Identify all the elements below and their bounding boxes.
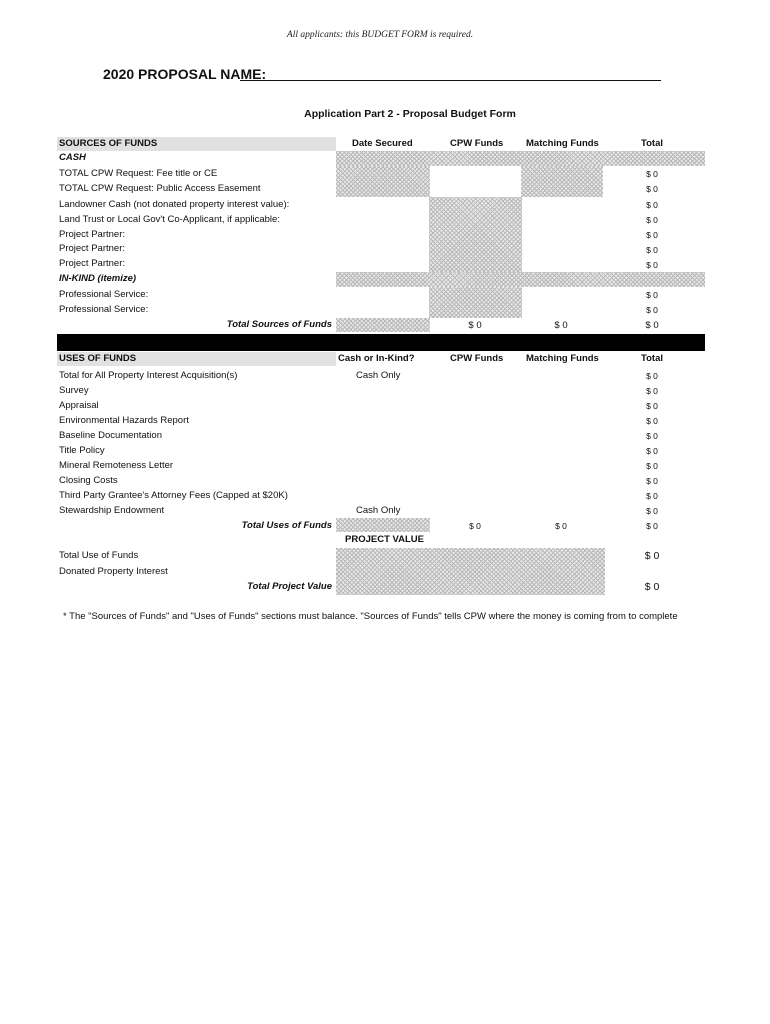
source-row-total: $ 0 — [646, 245, 658, 255]
donated-property-label: Donated Property Interest — [59, 566, 168, 577]
use-row-label: Mineral Remoteness Letter — [59, 460, 174, 471]
total-uses-cpw: $ 0 — [469, 521, 481, 531]
cash-label: CASH — [59, 152, 86, 163]
use-row-total: $ 0 — [646, 401, 658, 411]
project-value-header: PROJECT VALUE — [345, 534, 425, 545]
inkind-cpw-hatch — [429, 287, 522, 318]
use-row-total: $ 0 — [646, 476, 658, 486]
project-value-hatch — [336, 548, 605, 595]
use-row-label: Closing Costs — [59, 475, 118, 486]
total-sources-cpw: $ 0 — [468, 320, 482, 331]
col-matching-funds: Matching Funds — [526, 138, 599, 149]
use-row-total: $ 0 — [646, 461, 658, 471]
total-sources-label: Total Sources of Funds — [226, 319, 332, 330]
source-row-label: Land Trust or Local Gov't Co-Applicant, if applicable: — [59, 214, 280, 225]
source-row-total: $ 0 — [646, 184, 658, 194]
col-total: Total — [641, 353, 663, 364]
inkind-row-hatch — [336, 272, 705, 287]
inkind-row-label: Professional Service: — [59, 289, 149, 300]
col-date-secured: Date Secured — [352, 138, 413, 149]
total-uses-matching: $ 0 — [555, 521, 567, 531]
source-row-label: TOTAL CPW Request: Public Access Easement — [59, 183, 261, 194]
source-row-label: Project Partner: — [59, 243, 125, 254]
total-project-value-label: Total Project Value — [247, 581, 332, 592]
total-uses-label: Total Uses of Funds — [241, 520, 332, 531]
use-row-label: Third Party Grantee's Attorney Fees (Capped at $20K) — [59, 490, 288, 501]
use-row-total: $ 0 — [646, 506, 658, 516]
use-row-label: Title Policy — [59, 445, 105, 456]
use-row-total: $ 0 — [646, 446, 658, 456]
use-row-label: Appraisal — [59, 400, 99, 411]
matching-hatch — [521, 166, 603, 197]
col-total: Total — [641, 138, 663, 149]
col-matching-funds: Matching Funds — [526, 353, 599, 364]
use-row-total: $ 0 — [646, 416, 658, 426]
use-row-label: Baseline Documentation — [59, 430, 162, 441]
use-row-label: Stewardship Endowment — [59, 505, 165, 516]
uses-header: USES OF FUNDS — [59, 353, 137, 364]
source-row-total: $ 0 — [646, 169, 658, 179]
cash-row-hatch — [336, 151, 705, 166]
total-sources-matching: $ 0 — [554, 320, 568, 331]
source-row-total: $ 0 — [646, 200, 658, 210]
form-title: Application Part 2 - Proposal Budget Form — [304, 108, 516, 120]
source-row-label: TOTAL CPW Request: Fee title or CE — [59, 168, 218, 179]
source-row-total: $ 0 — [646, 260, 658, 270]
source-row-total: $ 0 — [646, 230, 658, 240]
use-row-label: Environmental Hazards Report — [59, 415, 189, 426]
col-cash-or-inkind: Cash or In-Kind? — [338, 353, 415, 364]
use-row-label: Survey — [59, 385, 89, 396]
total-use-of-funds-label: Total Use of Funds — [59, 550, 139, 561]
total-project-value: $ 0 — [644, 581, 660, 593]
inkind-row-total: $ 0 — [646, 290, 658, 300]
inkind-label: IN-KIND (itemize) — [59, 273, 137, 284]
source-row-label: Landowner Cash (not donated property interest value): — [59, 199, 290, 210]
source-row-total: $ 0 — [646, 215, 658, 225]
section-divider — [57, 334, 705, 351]
footnote: * The "Sources of Funds" and "Uses of Funds" sections must balance. "Sources of Funds" tells CPW where the money is coming from to complete — [63, 611, 678, 622]
use-row-total: $ 0 — [646, 371, 658, 381]
use-row-total: $ 0 — [646, 431, 658, 441]
col-cpw-funds: CPW Funds — [450, 138, 504, 149]
use-row-label: Total for All Property Interest Acquisition(s) — [59, 370, 238, 381]
total-sources-total: $ 0 — [645, 320, 659, 331]
use-row-cash: Cash Only — [356, 505, 401, 516]
use-row-total: $ 0 — [646, 491, 658, 501]
cpw-hatch — [429, 197, 522, 272]
inkind-row-total: $ 0 — [646, 305, 658, 315]
source-row-label: Project Partner: — [59, 258, 125, 269]
total-use-of-funds-value: $ 0 — [644, 550, 660, 562]
proposal-name-field[interactable] — [240, 80, 661, 81]
inkind-row-label: Professional Service: — [59, 304, 149, 315]
use-row-cash: Cash Only — [356, 370, 401, 381]
col-cpw-funds: CPW Funds — [450, 353, 504, 364]
required-notice: All applicants: this BUDGET FORM is required. — [286, 30, 474, 40]
use-row-total: $ 0 — [646, 386, 658, 396]
source-row-label: Project Partner: — [59, 229, 125, 240]
proposal-name-label: 2020 PROPOSAL NAME: — [103, 66, 267, 82]
total-sources-hatch — [336, 318, 430, 332]
sources-header: SOURCES OF FUNDS — [59, 138, 158, 149]
total-uses-total: $ 0 — [646, 521, 658, 531]
total-uses-hatch — [336, 518, 430, 532]
date-secured-hatch — [336, 166, 430, 197]
